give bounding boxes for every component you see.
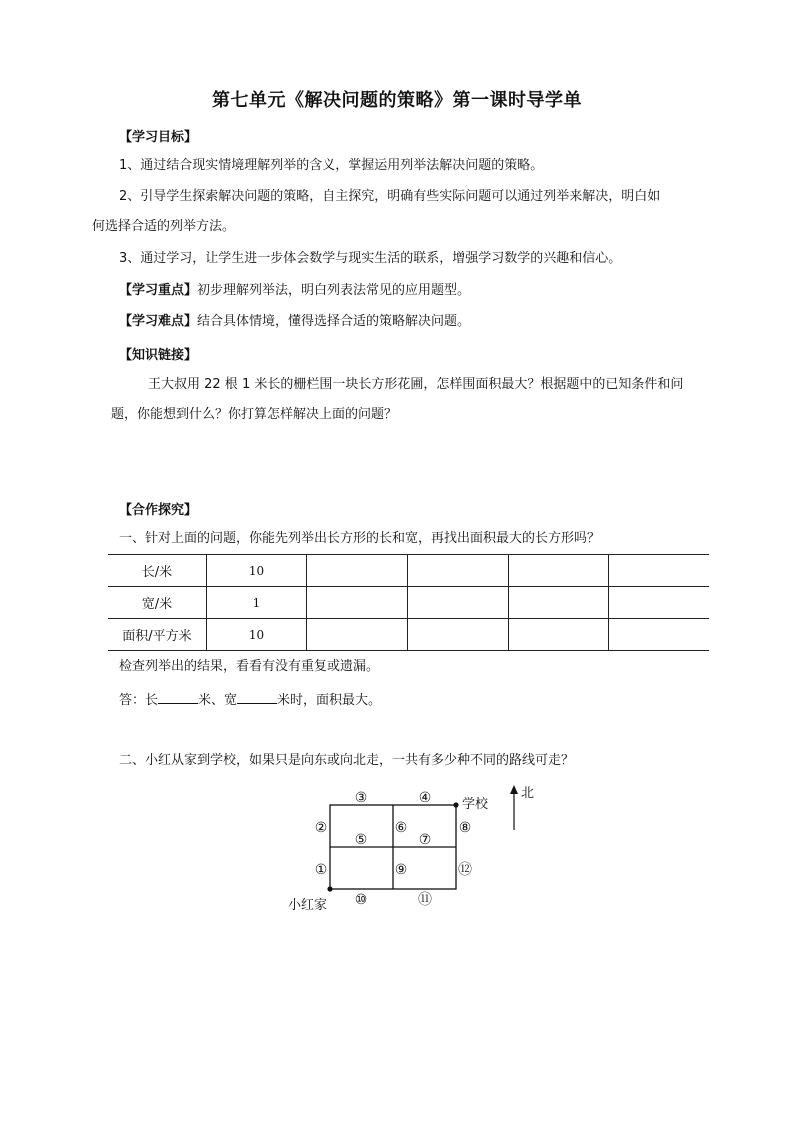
length-value-1: 10 xyxy=(207,555,307,587)
difficulty-row xyxy=(119,313,470,331)
segment-label-9: ⑨ xyxy=(394,862,408,878)
table-cell[interactable] xyxy=(509,555,609,587)
table-row xyxy=(108,619,709,651)
goal-item-2-line-2: 何选择合适的列举方法。 xyxy=(92,219,236,234)
segment-label-1: ① xyxy=(314,862,328,878)
goal-item-3: 3、通过学习，让学生进一步体会数学与现实生活的联系，增强学习数学的兴趣和信心。 xyxy=(119,251,622,266)
width-answer-blank[interactable] xyxy=(237,690,277,704)
answer-line xyxy=(119,690,381,710)
answer-part-a: 答：长 xyxy=(119,693,159,708)
table-cell[interactable] xyxy=(307,587,408,619)
school-label: 学校 xyxy=(462,797,489,812)
answer-part-b: 米、宽 xyxy=(198,693,238,708)
answer-part-c: 米时，面积最大。 xyxy=(277,693,382,708)
focus-heading: 【学习重点】 xyxy=(119,283,198,298)
table-cell[interactable] xyxy=(307,555,408,587)
link-line-1: 王大叔用 22 根 1 米长的栅栏围一块长方形花圃，怎样围面积最大？根据题中的已知条件和问 xyxy=(148,377,684,392)
row-label-length: 长/米 xyxy=(108,555,207,587)
page-title: 第七单元《解决问题的策略》第一课时导学单 xyxy=(212,90,582,111)
link-line-2: 题，你能想到什么？你打算怎样解决上面的问题？ xyxy=(111,407,398,422)
goals-heading: 【学习目标】 xyxy=(119,130,198,145)
north-label: 北 xyxy=(521,786,535,801)
segment-label-10: ⑩ xyxy=(354,892,368,908)
link-heading: 【知识链接】 xyxy=(119,348,198,363)
table-cell[interactable] xyxy=(509,619,609,651)
row-label-area: 面积/平方米 xyxy=(108,619,207,651)
segment-label-2: ② xyxy=(314,820,328,836)
row-label-width: 宽/米 xyxy=(108,587,207,619)
segment-label-5: ⑤ xyxy=(354,832,368,848)
enumeration-table xyxy=(108,554,709,651)
width-value-1: 1 xyxy=(207,587,307,619)
table-cell[interactable] xyxy=(408,555,509,587)
check-note: 检查列举出的结果，看看有没有重复或遗漏。 xyxy=(119,659,380,674)
question-1: 一、针对上面的问题，你能先列举出长方形的长和宽，再找出面积最大的长方形吗？ xyxy=(119,531,601,546)
question-2: 二、小红从家到学校，如果只是向东或向北走，一共有多少种不同的路线可走？ xyxy=(119,753,575,768)
table-cell[interactable] xyxy=(609,555,710,587)
table-cell[interactable] xyxy=(408,619,509,651)
focus-text: 初步理解列举法，明白列表法常见的应用题型。 xyxy=(197,283,471,298)
segment-label-4: ④ xyxy=(418,790,432,806)
home-label: 小红家 xyxy=(288,898,328,913)
table-cell[interactable] xyxy=(509,587,609,619)
focus-row xyxy=(119,282,470,300)
table-cell[interactable] xyxy=(307,619,408,651)
segment-label-7: ⑦ xyxy=(418,832,432,848)
home-dot xyxy=(327,886,332,891)
goal-item-1: 1、通过结合现实情境理解列举的含义，掌握运用列举法解决问题的策略。 xyxy=(119,158,544,173)
segment-label-3: ③ xyxy=(354,790,368,806)
segment-label-6: ⑥ xyxy=(394,820,408,836)
segment-label-12: ⑫ xyxy=(458,862,472,878)
route-map xyxy=(280,780,560,920)
area-value-1: 10 xyxy=(207,619,307,651)
segment-label-11: ⑪ xyxy=(418,892,432,908)
table-cell[interactable] xyxy=(609,619,710,651)
explore-heading: 【合作探究】 xyxy=(119,503,198,518)
table-cell[interactable] xyxy=(609,587,710,619)
table-cell[interactable] xyxy=(408,587,509,619)
north-arrow-icon xyxy=(510,785,518,830)
goal-item-2-line-1: 2、引导学生探索解决问题的策略，自主探究，明确有些实际问题可以通过列举来解决，明白如 xyxy=(119,189,661,204)
table-row xyxy=(108,587,709,619)
difficulty-heading: 【学习难点】 xyxy=(119,314,198,329)
school-dot xyxy=(453,802,458,807)
segment-label-8: ⑧ xyxy=(458,820,472,836)
difficulty-text: 结合具体情境，懂得选择合适的策略解决问题。 xyxy=(197,314,471,329)
table-row xyxy=(108,555,709,587)
length-answer-blank[interactable] xyxy=(158,690,198,704)
